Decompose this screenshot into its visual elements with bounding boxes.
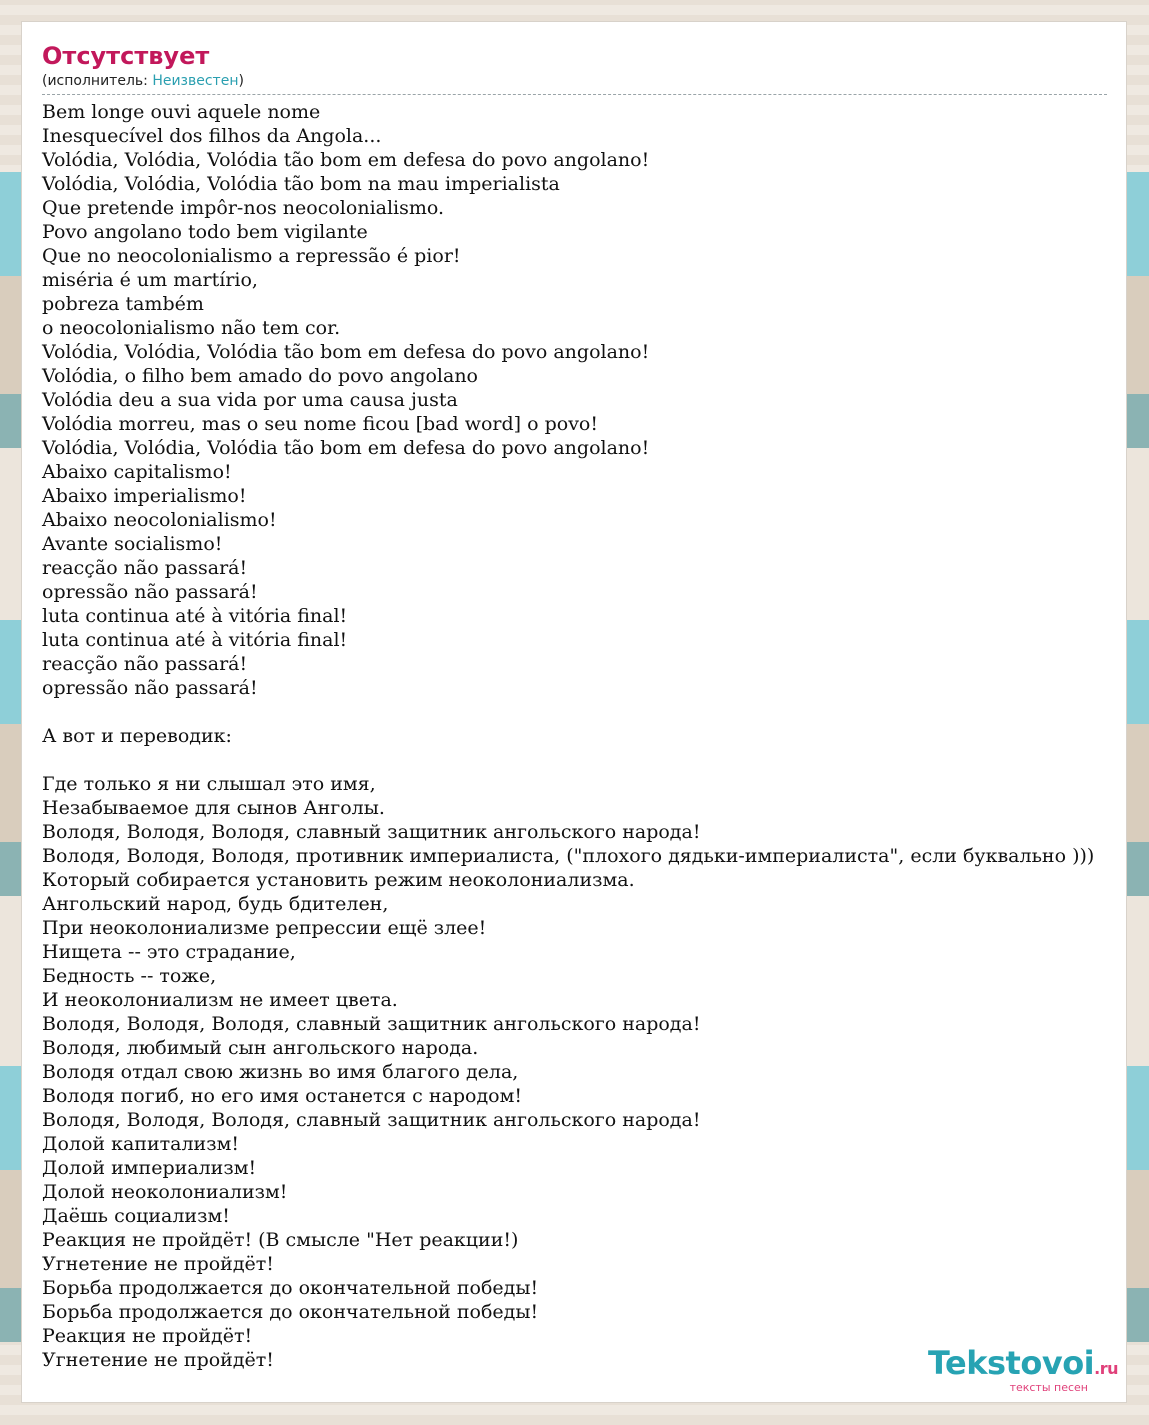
lyrics-line [42, 700, 1094, 724]
lyrics-line: Борьба продолжается до окончательной победы! [42, 1277, 539, 1299]
lyrics-line: Que no neocolonialismo a repressão é pior! [42, 245, 461, 267]
lyrics-line: opressão não passará! [42, 677, 258, 699]
lyrics-line: Volódia deu a sua vida por uma causa justa [42, 389, 458, 411]
artist-prefix: (исполнитель: [42, 73, 153, 89]
logo-name: Tekstovoi [927, 1344, 1095, 1382]
lyrics-line: При неоколониализме репрессии ещё злее! [42, 917, 487, 939]
lyrics-line: Abaixo capitalismo! [42, 461, 232, 483]
lyrics-line: luta continua até à vitória final! [42, 629, 348, 651]
logo-suffix: .ru [1094, 1359, 1118, 1378]
lyrics-line: Володя, Володя, Володя, славный защитник ангольского народа! [42, 821, 701, 843]
logo-tagline: тексты песен [1009, 1381, 1088, 1394]
lyrics-card [22, 22, 1126, 1402]
lyrics-line: Abaixo neocolonialismo! [42, 509, 277, 531]
lyrics-line: Володя, Володя, Володя, противник империалиста, ("плохого дядьки-империалиста", если буквально ))) [42, 845, 1095, 867]
lyrics-text [42, 100, 1094, 1372]
lyrics-line: opressão não passará! [42, 581, 258, 603]
lyrics-line: Борьба продолжается до окончательной победы! [42, 1301, 539, 1323]
lyrics-line: Volódia, Volódia, Volódia tão bom em defesa do povo angolano! [42, 149, 650, 171]
artist-link[interactable]: Неизвестен [152, 73, 239, 89]
lyrics-line: Угнетение не пройдёт! [42, 1253, 274, 1275]
lyrics-line: Угнетение не пройдёт! [42, 1349, 274, 1371]
lyrics-line: Володя, любимый сын ангольского народа. [42, 1037, 479, 1059]
site-logo[interactable] [927, 1344, 1118, 1394]
lyrics-line: Даёшь социализм! [42, 1205, 230, 1227]
lyrics-line: Володя, Володя, Володя, славный защитник ангольского народа! [42, 1013, 701, 1035]
lyrics-line: Незабываемое для сынов Анголы. [42, 797, 385, 819]
lyrics-line: И неоколониализм не имеет цвета. [42, 989, 398, 1011]
lyrics-line: Volódia, Volódia, Volódia tão bom na mau imperialista [42, 173, 560, 195]
artist-suffix: ) [238, 73, 244, 89]
lyrics-line: Volódia, o filho bem amado do povo angolano [42, 365, 478, 387]
lyrics-line: А вот и переводик: [42, 725, 232, 747]
lyrics-line: Где только я ни слышал это имя, [42, 773, 376, 795]
lyrics-line: reacção não passará! [42, 653, 248, 675]
lyrics-line: Нищета -- это страдание, [42, 941, 296, 963]
lyrics-line: Volódia morreu, mas o seu nome ficou [bad word] o povo! [42, 413, 599, 435]
lyrics-line: pobreza também [42, 293, 204, 315]
lyrics-line: Долой капитализм! [42, 1133, 239, 1155]
lyrics-line: Inesquecível dos filhos da Angola... [42, 125, 382, 147]
lyrics-line: Реакция не пройдёт! (В смысле "Нет реакции!) [42, 1229, 519, 1251]
lyrics-line: reacção não passará! [42, 557, 248, 579]
lyrics-line: Bem longe ouvi aquele nome [42, 101, 321, 123]
lyrics-line: Володя погиб, но его имя останется с народом! [42, 1085, 522, 1107]
lyrics-line: Abaixo imperialismo! [42, 485, 247, 507]
lyrics-line: Avante socialismo! [42, 533, 223, 555]
lyrics-line: Ангольский народ, будь бдителен, [42, 893, 389, 915]
lyrics-line: Володя, Володя, Володя, славный защитник ангольского народа! [42, 1109, 701, 1131]
lyrics-line: Долой империализм! [42, 1157, 257, 1179]
lyrics-line: Volódia, Volódia, Volódia tão bom em defesa do povo angolano! [42, 437, 650, 459]
lyrics-line: Который собирается установить режим неоколониализма. [42, 869, 635, 891]
lyrics-line: Долой неоколониализм! [42, 1181, 288, 1203]
lyrics-line [42, 748, 1094, 772]
lyrics-line: Que pretende impôr-nos neocolonialismo. [42, 197, 445, 219]
lyrics-line: Бедность -- тоже, [42, 965, 217, 987]
artist-line [42, 72, 1107, 90]
lyrics-line: luta continua até à vitória final! [42, 605, 348, 627]
lyrics-line: o neocolonialismo não tem cor. [42, 317, 341, 339]
lyrics-line: miséria é um martírio, [42, 269, 258, 291]
song-title: Отсутствует [42, 42, 210, 70]
lyrics-line: Володя отдал свою жизнь во имя благого дела, [42, 1061, 519, 1083]
lyrics-line: Volódia, Volódia, Volódia tão bom em defesa do povo angolano! [42, 341, 650, 363]
lyrics-line: Реакция не пройдёт! [42, 1325, 253, 1347]
lyrics-line: Povo angolano todo bem vigilante [42, 221, 368, 243]
song-header [42, 42, 1107, 95]
